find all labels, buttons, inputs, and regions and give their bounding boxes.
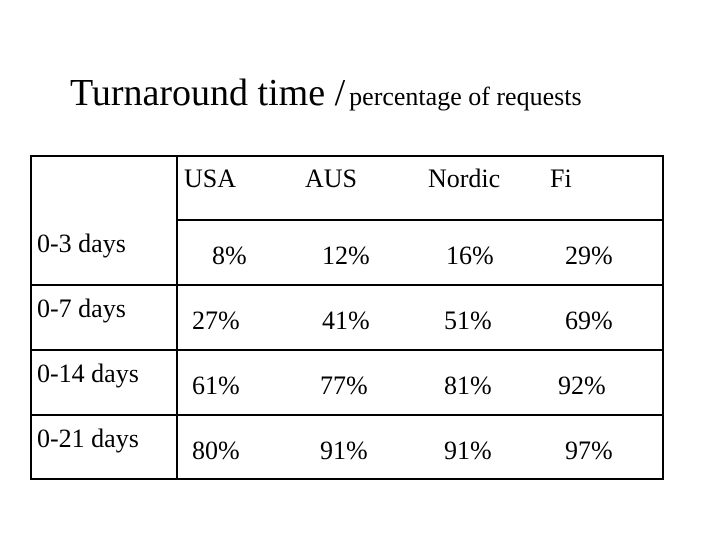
table-row-divider [176,219,664,221]
column-header-nordic: Nordic [428,164,501,193]
column-header-usa: USA [184,164,237,193]
table-cell: 77% [320,371,368,400]
table-cell: 91% [444,436,492,465]
page-title [70,74,582,112]
table-cell: 16% [446,241,494,270]
table-cell: 80% [192,436,240,465]
row-label: 0-7 days [37,294,126,323]
turnaround-table [30,155,664,480]
table-cell: 81% [444,371,492,400]
table-cell: 97% [565,436,613,465]
table-cell: 41% [322,306,370,335]
table-cell: 51% [444,306,492,335]
table-cell: 92% [558,371,606,400]
row-label: 0-21 days [37,424,139,453]
table-border-bottom [30,478,664,480]
table-cell: 12% [322,241,370,270]
table-cell: 27% [192,306,240,335]
table-cell: 8% [212,241,247,270]
title-sub: percentage of requests [349,82,582,111]
table-border-right [662,155,664,480]
table-cell: 91% [320,436,368,465]
table-cell: 29% [565,241,613,270]
table-column-divider [176,155,178,480]
table-row-divider [30,349,664,351]
table-cell: 69% [565,306,613,335]
table-cell: 61% [192,371,240,400]
table-row-divider [30,284,664,286]
title-main: Turnaround time / [70,72,346,114]
column-header-aus: AUS [305,164,358,193]
table-border-top [30,155,664,157]
row-label: 0-3 days [37,229,126,258]
table-border-left [30,155,32,480]
row-label: 0-14 days [37,359,139,388]
table-row-divider [30,414,664,416]
column-header-fi: Fi [550,164,572,193]
